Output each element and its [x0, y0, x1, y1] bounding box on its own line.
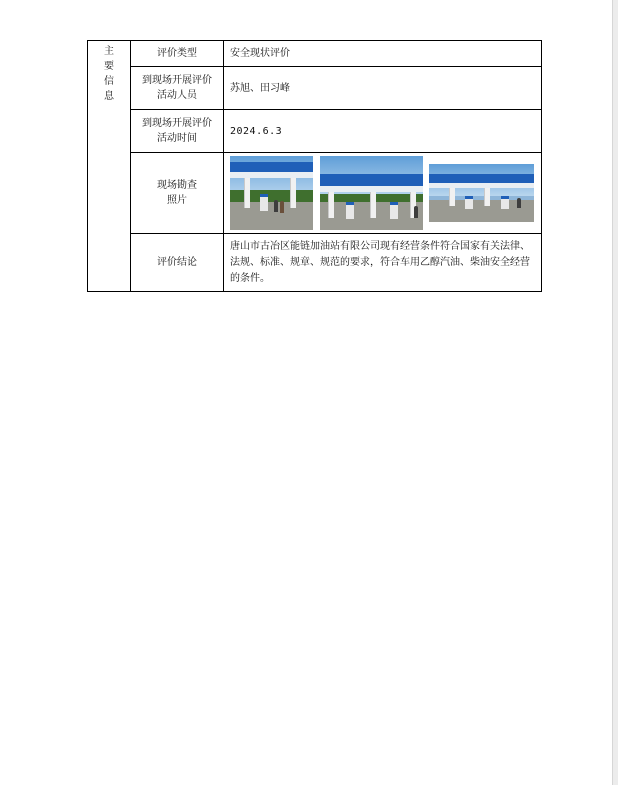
- personnel-value: 苏旭、田习峰: [224, 67, 542, 110]
- site-photo-2: [320, 156, 423, 230]
- station-canopy: [429, 174, 534, 183]
- person: [280, 201, 284, 213]
- canopy-pillar: [244, 178, 250, 208]
- photos-label-line2: 照片: [167, 195, 187, 206]
- personnel-label-line2: 活动人员: [157, 90, 197, 101]
- table-row: [88, 153, 542, 234]
- conclusion-value: 唐山市古冶区能链加油站有限公司现有经营条件符合国家有关法律、法规、标准、规章、规范的要求，符合车用乙醇汽油、柴油安全经营的条件。: [224, 234, 542, 292]
- person: [517, 198, 521, 208]
- evaluation-type-label: 评价类型: [131, 41, 224, 67]
- group-header-line1: 主要: [104, 46, 123, 72]
- canopy-underside: [230, 172, 313, 178]
- person: [414, 206, 418, 218]
- fuel-pump: [501, 196, 509, 209]
- personnel-label-line1: 到现场开展评价: [142, 75, 212, 86]
- table-row: [88, 67, 542, 110]
- canopy-pillar: [328, 192, 334, 218]
- fuel-pump: [465, 196, 473, 209]
- person: [274, 200, 278, 212]
- canopy-pillar: [370, 192, 376, 218]
- personnel-label-cell: [131, 67, 224, 110]
- time-label-cell: [131, 110, 224, 153]
- fuel-pump: [346, 202, 354, 219]
- photos-cell: [224, 153, 542, 234]
- time-value: 2024.6.3: [224, 110, 542, 153]
- table-row: [88, 234, 542, 292]
- time-label-line1: 到现场开展评价: [142, 118, 212, 129]
- photo-ground: [230, 202, 313, 230]
- fuel-pump: [260, 194, 268, 211]
- photos-label-line1: 现场勘查: [157, 180, 197, 191]
- group-header-line2: 信息: [104, 76, 123, 102]
- main-info-table: [87, 40, 542, 292]
- fuel-pump: [390, 202, 398, 219]
- photos-label-cell: [131, 153, 224, 234]
- photo-strip: [230, 154, 537, 232]
- group-header-cell: [88, 41, 131, 292]
- station-canopy: [230, 162, 313, 172]
- canopy-pillar: [484, 188, 490, 206]
- site-photo-1: [230, 156, 313, 230]
- table-row: [88, 110, 542, 153]
- station-canopy: [320, 174, 423, 186]
- conclusion-label: 评价结论: [131, 234, 224, 292]
- canopy-pillar: [290, 178, 296, 208]
- table-row: [88, 41, 542, 67]
- time-label-line2: 活动时间: [157, 133, 197, 144]
- canopy-underside: [429, 183, 534, 188]
- evaluation-type-value: 安全现状评价: [224, 41, 542, 67]
- canopy-pillar: [449, 188, 455, 206]
- site-photo-3: [429, 164, 534, 222]
